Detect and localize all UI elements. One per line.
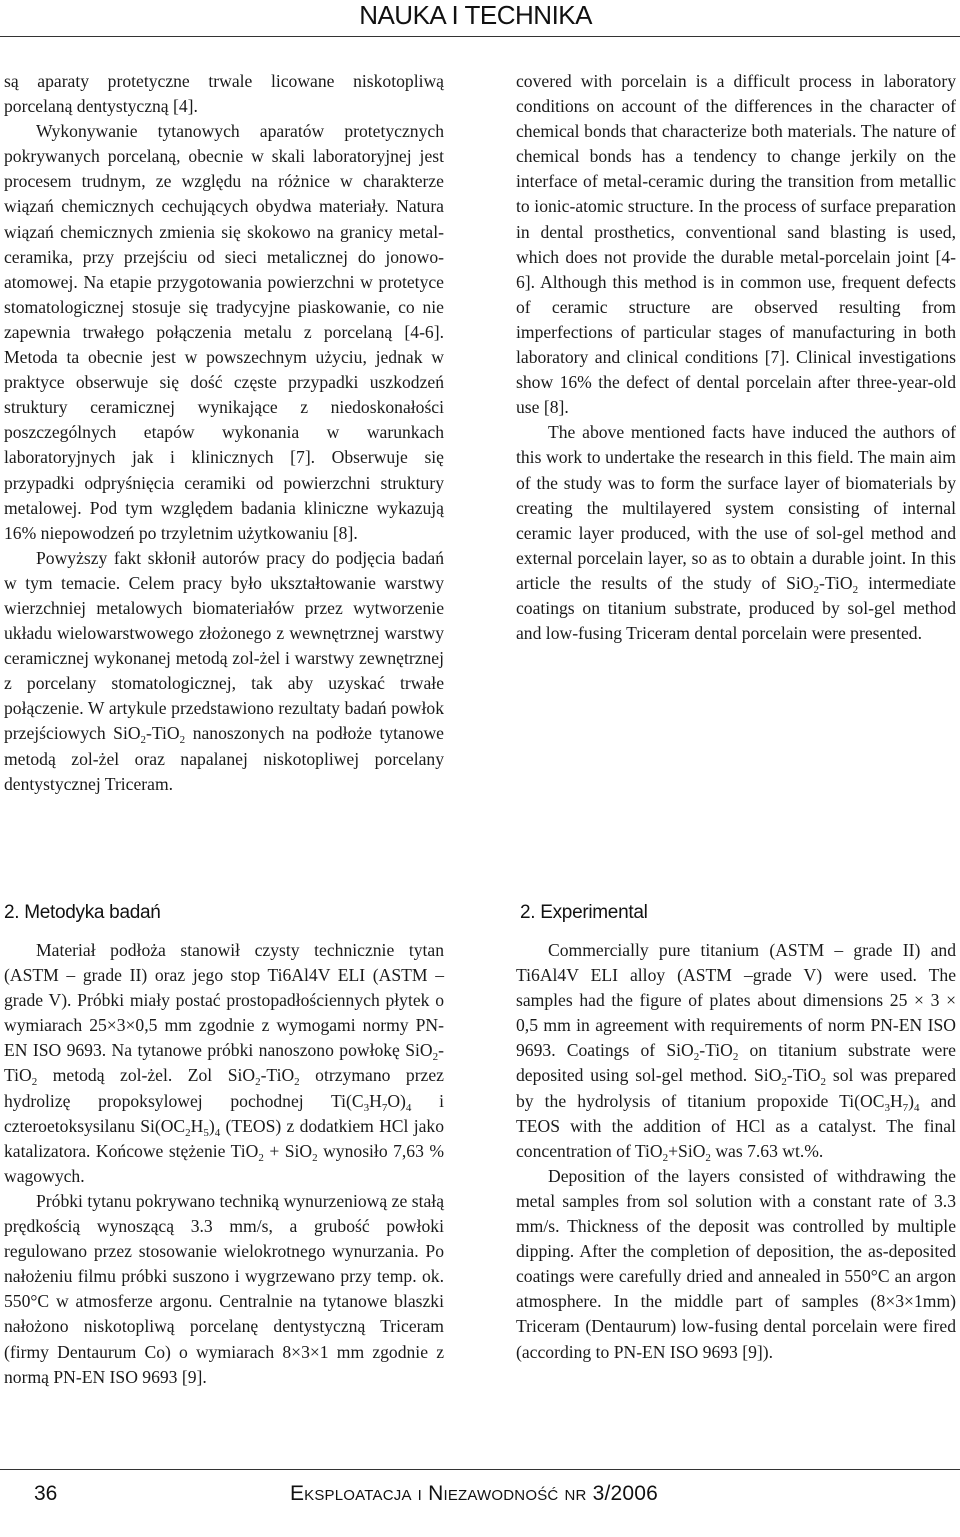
page-number: 36: [34, 1482, 58, 1505]
left-column-intro: [4, 69, 444, 797]
left-column-methods: [4, 938, 444, 1390]
section-heading-experimental: 2. Experimental: [520, 902, 648, 923]
header-divider: [0, 36, 960, 37]
right-column-intro: [516, 69, 956, 646]
right-experimental-paragraph-2: Deposition of the layers consisted of withdrawing the metal samples from sol solution with a constant rate of 3.3 mm/s. Thickness of the deposit was controlled by multiple dipping. After the completion of deposition, the as-deposited coatings were carefully dried and annealed in 550°C an argon atmosphere. In the middle part of samples (8×3×1mm) Triceram (Dentaurum) low-fusing dental porcelain were fired (according to PN-EN ISO 9693 [9]).: [516, 1165, 956, 1362]
section-heading-metodyka: 2. Metodyka badań: [4, 902, 161, 923]
journal-name: Eksploatacja i Niezawodność nr 3/2006: [289, 1482, 658, 1505]
left-methods-paragraph-1: Materiał podłoża stanowił czysty technicznie tytan (ASTM – grade II) oraz jego stop Ti6Al4V ELI (ASTM – grade V). Próbki miały postać prostopadłościennych płytek o wymiarach 25×3×0,5 mm zgodnie z wymogami normy PN-EN ISO 9693. Na tytanowe próbki nanoszono powłokę SiO$_2$-TiO$_2$ metodą zol-żel. Zol SiO$_2$-TiO$_2$ otrzymano przez hydrolizę propoksylowej pochodnej $Ti(C_3H_7O)_4$ i czteroetoksysilanu $Si(OC_2H_5)_4$ (TEOS) z dodatkiem HCl jako katalizatora. Końcowe stężenie TiO$_2$ + SiO$_2$ wynosiło 7,63 % wagowych.: [4, 940, 445, 1186]
right-column-experimental: [516, 938, 956, 1365]
right-paragraph-1: covered with porcelain is a difficult process in laboratory conditions on account of the differences in the character of chemical bonds that characterize both materials. The nature of chemical bonds has a tendency to change jerkily on the interface of metal-ceramic during the transition from metallic to ionic-atomic structure. In the process of surface preparation in dental prosthetics, conventional sand blasting is used, which does not provide the durable metal-porcelain joint [4-6]. Although this method is in common use, frequent defects of ceramic structure are observed resulting from imperfections of particular stages of manufacturing in both laboratory and clinical conditions [7]. Clinical investigations show 16% the defect of dental porcelain after three-year-old use [8].: [516, 71, 956, 418]
footer-divider: [0, 1469, 960, 1470]
right-paragraph-2: The above mentioned facts have induced the authors of this work to undertake the research in this field. The main aim of the study was to form the surface layer of biomaterials by creating the multilayered system consisting of internal ceramic layer produced, with the use of sol-gel method and external porcelain layer, so as to obtain a durable joint. In this article the results of the study of SiO$_2$-TiO$_2$ intermediate coatings on titanium substrate, produced by sol-gel method and low-fusing Triceram dental porcelain were presented.: [516, 422, 956, 644]
running-header: NAUKA I TECHNIKA: [359, 0, 592, 30]
left-paragraph-1: są aparaty protetyczne trwale licowane niskotopliwą porcelaną dentystyczną [4].: [4, 71, 444, 117]
left-paragraph-2: Wykonywanie tytanowych aparatów protetycznych pokrywanych porcelaną, obecnie w skali laboratoryjnej jest procesem trudnym, ze względu na różnice w charakterze wiązań chemicznych cechujących obydwa materiały. Natura wiązań chemicznych zmienia się skokowo na granicy metal-ceramika, przy przejściu od sieci metalicznej do jonowo-atomowej. Na etapie przygotowania powierzchni w protetyce stomatologicznej stosuje się tradycyjne piaskowanie, co nie zapewnia trwałego połączenia metalu z porcelaną [4-6]. Metoda ta obecnie jest w powszechnym użyciu, jednak w praktyce obserwuje się dość częste przypadki uszkodzeń struktury ceramicznej wynikające z niedoskonałości poszczególnych etapów wykonania w warunkach laboratoryjnych jak i klinicznych [7]. Obserwuje się przypadki odpryśnięcia ceramiki od powierzchni struktury metalowej. Pod tym względem badania kliniczne wykazują 16% niepowodzeń po trzyletnim użytkowaniu [8].: [4, 121, 444, 543]
left-paragraph-3: Powyższy fakt skłonił autorów pracy do podjęcia badań w tym temacie. Celem pracy było ukształtowanie warstwy wierzchniej metalowych biomateriałów przez wytworzenie układu wielowarstwowego złożonego z wewnętrznej warstwy ceramicznej wykonanej metodą zol-żel i warstwy zewnętrznej z porcelany stomatologicznej, tak aby uzyskać trwałe połączenie. W artykule przedstawiono rezultaty badań powłok przejściowych SiO$_2$-TiO$_2$ nanoszonych na podłoże tytanowe metodą zol-żel oraz napalanej niskotopliwej porcelany dentystycznej Triceram.: [4, 547, 444, 794]
right-experimental-paragraph-1: Commercially pure titanium (ASTM – grade II) and Ti6Al4V ELI alloy (ASTM –grade V) were used. The samples had the figure of plates about dimensions 25 × 3 × 0,5 mm in agreement with requirements of norm PN-EN ISO 9693. Coatings of SiO$_2$-TiO$_2$ on titanium substrate were deposited using sol-gel method. SiO$_2$-TiO$_2$ sol was prepared by the hydrolysis of titanium propoxide $Ti(OC_3H_7)_4$ and TEOS with the addition of HCl as a catalyst. The final concentration of TiO$_2$+SiO$_2$ was 7.63 wt.%.: [516, 940, 956, 1164]
left-methods-paragraph-2: Próbki tytanu pokrywano techniką wynurzeniową ze stałą prędkością wynoszącą 3.3 mm/s, a grubość powłoki regulowano przez stosowanie wielokrotnego wynurzania. Po nałożeniu filmu próbki suszono i wygrzewano przy temp. ok. 550°C w atmosferze argonu. Centralnie na tytanowe blaszki nałożono niskotopliwą porcelanę dentystyczną Triceram (firmy Dentaurum Co) o wymiarach 8×3×1 mm zgodnie z normą PN-EN ISO 9693 [9].: [4, 1190, 444, 1387]
